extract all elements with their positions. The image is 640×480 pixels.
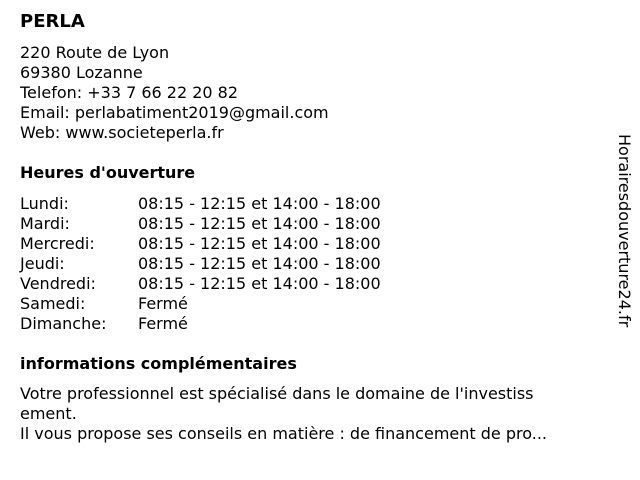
day-label: Vendredi: — [20, 274, 96, 293]
day-label: Mardi: — [20, 214, 70, 233]
time-value: 08:15 - 12:15 et 14:00 - 18:00 — [138, 254, 381, 273]
time-value: 08:15 - 12:15 et 14:00 - 18:00 — [138, 274, 381, 293]
address-city: 69380 Lozanne — [20, 63, 143, 82]
hours-heading: Heures d'ouverture — [20, 163, 196, 182]
business-card — [20, 0, 612, 480]
time-value: 08:15 - 12:15 et 14:00 - 18:00 — [138, 234, 381, 253]
email-address[interactable]: Email: perlabatiment2019@gmail.com — [20, 103, 329, 122]
info-description — [20, 384, 580, 444]
time-value: Fermé — [138, 294, 188, 313]
site-watermark: Horairesdouverture24.fr — [615, 134, 634, 328]
day-label: Samedi: — [20, 294, 86, 313]
day-label: Mercredi: — [20, 234, 95, 253]
info-line: ement. — [20, 404, 77, 423]
day-label: Dimanche: — [20, 314, 107, 333]
time-value: 08:15 - 12:15 et 14:00 - 18:00 — [138, 214, 381, 233]
address-street: 220 Route de Lyon — [20, 43, 170, 62]
contact-block — [20, 43, 329, 143]
time-value: 08:15 - 12:15 et 14:00 - 18:00 — [138, 194, 381, 213]
day-label: Lundi: — [20, 194, 69, 213]
info-line: Votre professionnel est spécialisé dans le domaine de l'investiss — [20, 384, 534, 403]
website-link[interactable]: Web: www.societeperla.fr — [20, 123, 224, 142]
info-line: Il vous propose ses conseils en matière : de financement de pro... — [20, 424, 547, 443]
time-value: Fermé — [138, 314, 188, 333]
info-heading: informations complémentaires — [20, 354, 297, 373]
company-name: PERLA — [20, 11, 85, 32]
day-label: Jeudi: — [20, 254, 65, 273]
phone-number[interactable]: Telefon: +33 7 66 22 20 82 — [20, 83, 239, 102]
